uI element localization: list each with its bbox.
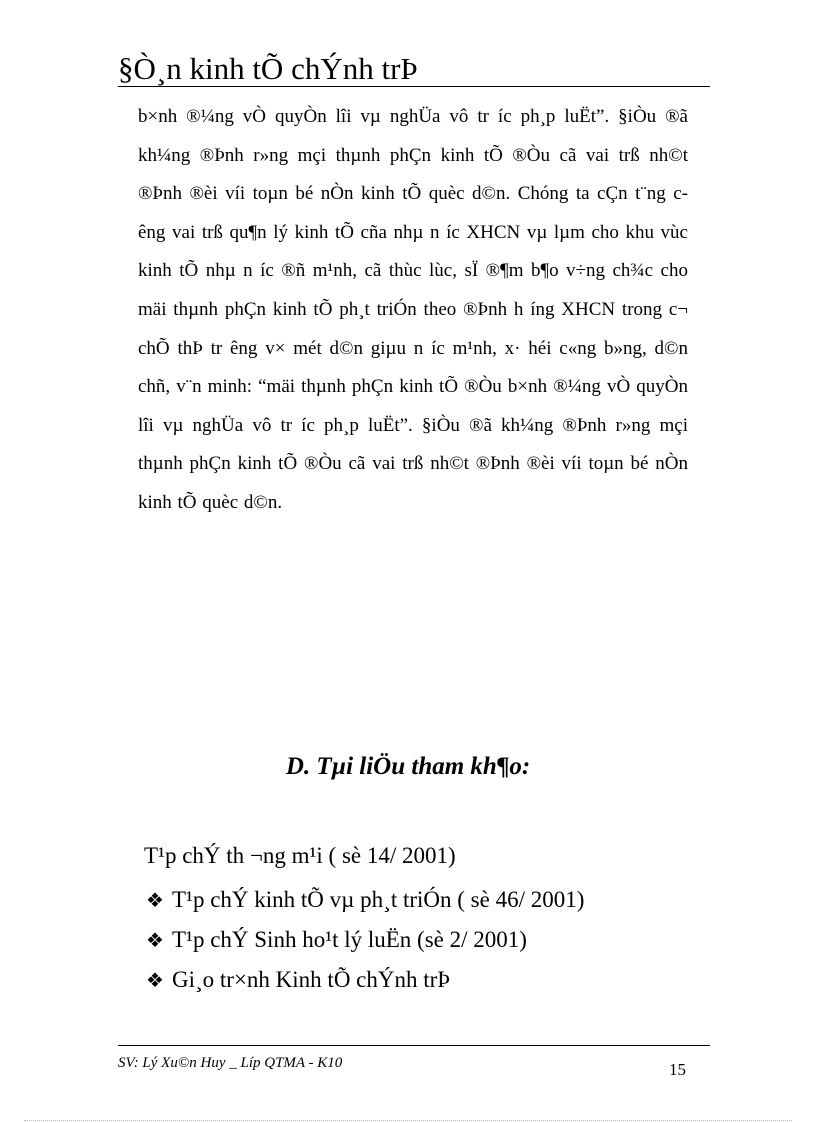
page-bottom-border (24, 1120, 792, 1121)
reference-item-plain: T¹p chÝ th ¬ng m¹i ( sè 14/ 2001) (144, 843, 456, 868)
diamond-bullet-icon: ❖ (146, 968, 164, 992)
page-number: 15 (669, 1060, 686, 1079)
header-divider (118, 86, 710, 87)
reference-text: T¹p chÝ kinh tÕ vµ ph¸t triÓn ( sè 46/ 2001) (172, 887, 585, 912)
body-paragraph: b×nh ®¼ng vÒ quyÒn lîi vµ nghÜa vô tr íc ph¸p luËt”. §iÒu ®ã kh¼ng ®Þnh r»ng mçi thµnh phÇn kinh tÕ ®Òu cã vai trß nh©t ®Þnh ®èi víi toµn bé nÒn kinh tÕ quèc d©n. Chóng ta cÇn t¨ng c êng vai trß qu¶n lý kinh tÕ cña nhµ n íc XHCN vµ lµm cho khu vùc kinh tÕ nhµ n íc ®ñ m¹nh, cã thùc lùc, sÏ ®¶m b¶o v÷ng ch¾c cho mäi thµnh phÇn kinh tÕ ph¸t triÓn theo ®Þnh h íng XHCN trong c¬ chÕ thÞ tr êng v× mét d©n giµu n íc m¹nh, x· héi c«ng b»ng, d©n chñ, v¨n minh: “mäi thµnh phÇn kinh tÕ ®Òu b×nh ®¼ng vÒ quyÒn lîi vµ nghÜa vô tr íc ph¸p luËt”. §iÒu ®ã kh¼ng ®Þnh r»ng mçi thµnh phÇn kinh tÕ ®Òu cã vai trß nh©t ®Þnh ®èi víi toµn bé nÒn kinh tÕ quèc d©n. (138, 106, 688, 513)
running-header-title: §Ò¸n kinh tÕ chÝnh trÞ (118, 51, 418, 86)
diamond-bullet-icon: ❖ (146, 888, 164, 912)
references-list (146, 880, 584, 1000)
reference-text: Gi¸o tr×nh Kinh tÕ chÝnh trÞ (172, 967, 451, 992)
diamond-bullet-icon: ❖ (146, 928, 164, 952)
reference-list-item (146, 880, 584, 920)
references-heading: D. Tµi liÖu tham kh¶o: (285, 753, 531, 780)
reference-list-item (146, 920, 584, 960)
reference-list-item (146, 960, 584, 1000)
footer-divider (118, 1045, 710, 1046)
reference-text: T¹p chÝ Sinh ho¹t lý luËn (sè 2/ 2001) (172, 927, 527, 952)
footer-author: SV: Lý Xu©n Huy _ Líp QTMA - K10 (118, 1055, 343, 1071)
